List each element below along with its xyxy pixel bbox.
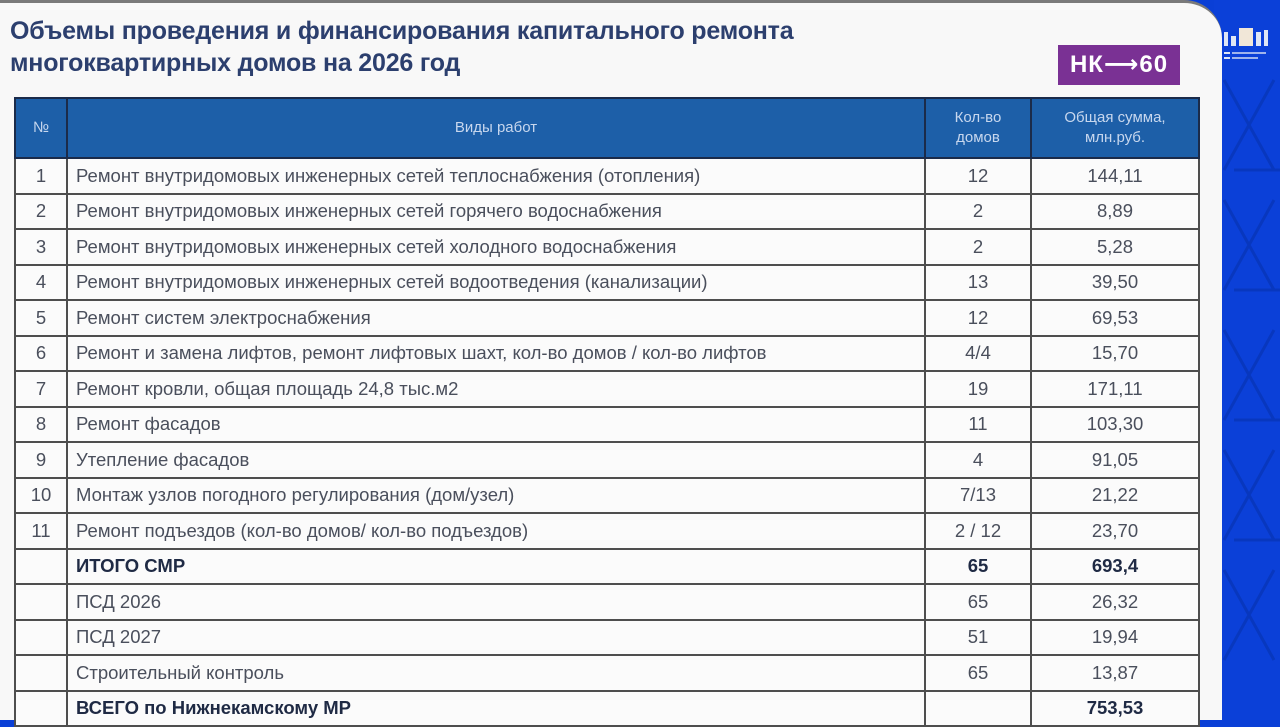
row-number: 3 bbox=[15, 229, 67, 265]
houses-count-cell: 13 bbox=[925, 265, 1031, 301]
houses-count-cell bbox=[925, 691, 1031, 727]
header-houses-count-line1: Кол-во bbox=[954, 109, 1002, 126]
header-total-sum bbox=[1031, 98, 1199, 158]
header-work-type: Виды работ bbox=[67, 98, 925, 158]
diagonal-pattern-icon bbox=[1214, 0, 1280, 720]
row-number: 10 bbox=[15, 478, 67, 514]
header-total-sum-line1: Общая сумма, bbox=[1064, 109, 1166, 126]
header-houses-count-line2: домов bbox=[956, 129, 1000, 146]
work-type-cell: ПСД 2026 bbox=[67, 584, 925, 620]
work-type-cell: Ремонт внутридомовых инженерных сетей водоотведения (канализации) bbox=[67, 265, 925, 301]
summary-row bbox=[15, 691, 1199, 727]
summary-row bbox=[15, 620, 1199, 656]
table-row bbox=[15, 513, 1199, 549]
nk60-badge: НК⟶60 bbox=[1058, 45, 1180, 85]
houses-count-cell: 19 bbox=[925, 371, 1031, 407]
total-sum-cell: 69,53 bbox=[1031, 300, 1199, 336]
total-sum-cell: 39,50 bbox=[1031, 265, 1199, 301]
total-sum-cell: 15,70 bbox=[1031, 336, 1199, 372]
table-row bbox=[15, 194, 1199, 230]
row-number: 1 bbox=[15, 158, 67, 194]
work-type-cell: Ремонт подъездов (кол-во домов/ кол-во подъездов) bbox=[67, 513, 925, 549]
houses-count-cell: 11 bbox=[925, 407, 1031, 443]
houses-count-cell: 51 bbox=[925, 620, 1031, 656]
table-body bbox=[15, 158, 1199, 726]
capital-repair-table bbox=[14, 97, 1200, 727]
table-row bbox=[15, 158, 1199, 194]
work-type-cell: Утепление фасадов bbox=[67, 442, 925, 478]
work-type-cell: Ремонт кровли, общая площадь 24,8 тыс.м2 bbox=[67, 371, 925, 407]
work-type-cell: ИТОГО СМР bbox=[67, 549, 925, 585]
total-sum-cell: 171,11 bbox=[1031, 371, 1199, 407]
work-type-cell: Ремонт внутридомовых инженерных сетей холодного водоснабжения bbox=[67, 229, 925, 265]
work-type-cell: Ремонт внутридомовых инженерных сетей теплоснабжения (отопления) bbox=[67, 158, 925, 194]
work-type-cell: Ремонт систем электроснабжения bbox=[67, 300, 925, 336]
work-type-cell: Строительный контроль bbox=[67, 655, 925, 691]
total-sum-cell: 8,89 bbox=[1031, 194, 1199, 230]
header-num: № bbox=[15, 98, 67, 158]
summary-row bbox=[15, 549, 1199, 585]
row-number: 2 bbox=[15, 194, 67, 230]
slide-title bbox=[10, 15, 1010, 79]
summary-row bbox=[15, 584, 1199, 620]
row-number: 5 bbox=[15, 300, 67, 336]
title-line-2: многоквартирных домов на 2026 год bbox=[10, 49, 461, 77]
table-row bbox=[15, 265, 1199, 301]
work-type-cell: Ремонт и замена лифтов, ремонт лифтовых шахт, кол-во домов / кол-во лифтов bbox=[67, 336, 925, 372]
total-sum-cell: 26,32 bbox=[1031, 584, 1199, 620]
houses-count-cell: 65 bbox=[925, 655, 1031, 691]
houses-count-cell: 2 bbox=[925, 229, 1031, 265]
row-number bbox=[15, 655, 67, 691]
total-sum-cell: 5,28 bbox=[1031, 229, 1199, 265]
total-sum-cell: 103,30 bbox=[1031, 407, 1199, 443]
row-number: 4 bbox=[15, 265, 67, 301]
summary-row bbox=[15, 655, 1199, 691]
table-header-row bbox=[15, 98, 1199, 158]
table-row bbox=[15, 442, 1199, 478]
table-row bbox=[15, 478, 1199, 514]
houses-count-cell: 7/13 bbox=[925, 478, 1031, 514]
houses-count-cell: 65 bbox=[925, 549, 1031, 585]
work-type-cell: ПСД 2027 bbox=[67, 620, 925, 656]
houses-count-cell: 4 bbox=[925, 442, 1031, 478]
table-row bbox=[15, 229, 1199, 265]
table-row bbox=[15, 407, 1199, 443]
total-sum-cell: 753,53 bbox=[1031, 691, 1199, 727]
table-row bbox=[15, 336, 1199, 372]
houses-count-cell: 2 / 12 bbox=[925, 513, 1031, 549]
header-houses-count bbox=[925, 98, 1031, 158]
organization-logo bbox=[1222, 22, 1278, 72]
table-row bbox=[15, 300, 1199, 336]
total-sum-cell: 19,94 bbox=[1031, 620, 1199, 656]
work-type-cell: Монтаж узлов погодного регулирования (дом/узел) bbox=[67, 478, 925, 514]
side-decor-panel bbox=[1214, 0, 1280, 720]
work-type-cell: Ремонт внутридомовых инженерных сетей горячего водоснабжения bbox=[67, 194, 925, 230]
total-sum-cell: 91,05 bbox=[1031, 442, 1199, 478]
row-number: 9 bbox=[15, 442, 67, 478]
work-type-cell: ВСЕГО по Нижнекамскому МР bbox=[67, 691, 925, 727]
row-number bbox=[15, 620, 67, 656]
header-total-sum-line2: млн.руб. bbox=[1084, 129, 1146, 146]
houses-count-cell: 65 bbox=[925, 584, 1031, 620]
row-number: 7 bbox=[15, 371, 67, 407]
row-number: 6 bbox=[15, 336, 67, 372]
total-sum-cell: 23,70 bbox=[1031, 513, 1199, 549]
row-number bbox=[15, 549, 67, 585]
houses-count-cell: 4/4 bbox=[925, 336, 1031, 372]
houses-count-cell: 12 bbox=[925, 300, 1031, 336]
row-number: 11 bbox=[15, 513, 67, 549]
row-number bbox=[15, 691, 67, 727]
total-sum-cell: 144,11 bbox=[1031, 158, 1199, 194]
total-sum-cell: 13,87 bbox=[1031, 655, 1199, 691]
title-line-1: Объемы проведения и финансирования капитального ремонта bbox=[10, 17, 794, 45]
houses-count-cell: 2 bbox=[925, 194, 1031, 230]
row-number bbox=[15, 584, 67, 620]
table-row bbox=[15, 371, 1199, 407]
work-type-cell: Ремонт фасадов bbox=[67, 407, 925, 443]
row-number: 8 bbox=[15, 407, 67, 443]
total-sum-cell: 21,22 bbox=[1031, 478, 1199, 514]
houses-count-cell: 12 bbox=[925, 158, 1031, 194]
total-sum-cell: 693,4 bbox=[1031, 549, 1199, 585]
